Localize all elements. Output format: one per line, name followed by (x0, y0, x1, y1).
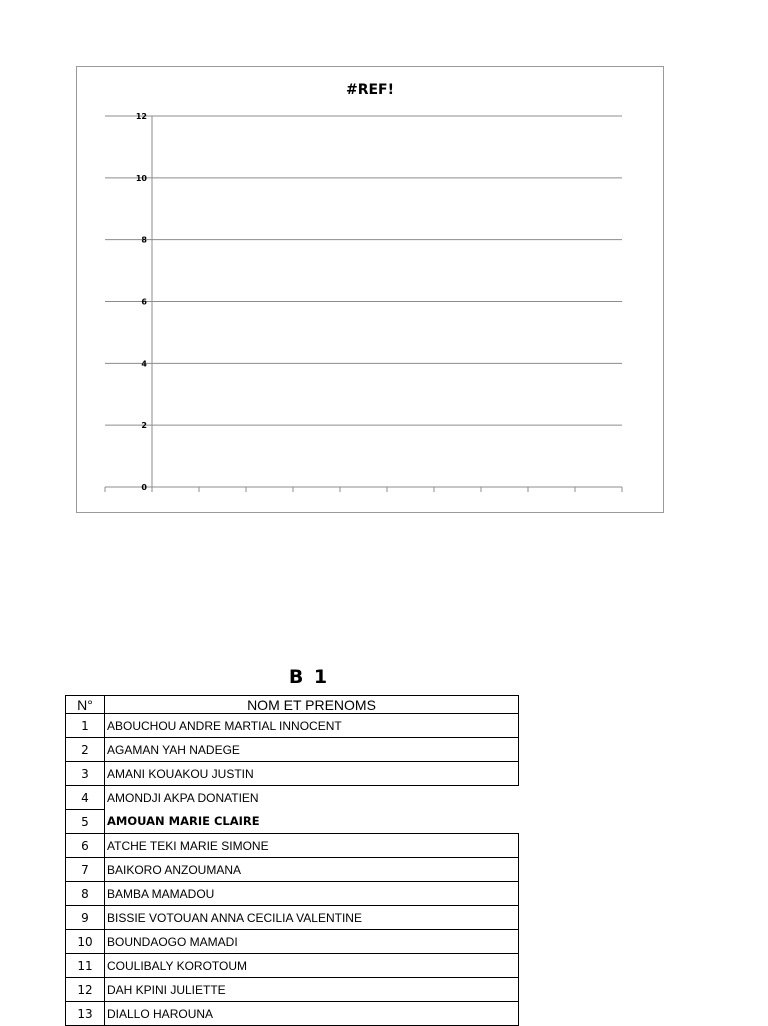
row-number: 12 (66, 978, 105, 1002)
row-number: 5 (66, 810, 105, 834)
row-number: 1 (66, 714, 105, 738)
y-tick-label: 10 (135, 173, 147, 183)
row-name: COULIBALY KOROTOUM (105, 954, 519, 978)
table-row (66, 1002, 519, 1026)
table-row (66, 954, 519, 978)
roster-body (66, 714, 519, 1026)
table-row (66, 882, 519, 906)
chart-plot (77, 67, 665, 514)
row-name: AGAMAN YAH NADEGE (105, 738, 519, 762)
y-tick-label: 6 (141, 297, 147, 307)
row-name: DAH KPINI JULIETTE (105, 978, 519, 1002)
y-tick-label: 4 (141, 359, 147, 369)
row-number: 11 (66, 954, 105, 978)
row-number: 4 (66, 786, 105, 810)
table-row (66, 810, 519, 834)
row-number: 3 (66, 762, 105, 786)
row-name: BOUNDAOGO MAMADI (105, 930, 519, 954)
table-row (66, 906, 519, 930)
table-row (66, 930, 519, 954)
row-number: 6 (66, 834, 105, 858)
chart-area (76, 66, 664, 513)
sheet-title: B 1 (288, 666, 330, 688)
y-tick-label: 0 (141, 483, 147, 492)
row-name: BAMBA MAMADOU (105, 882, 519, 906)
row-number: 8 (66, 882, 105, 906)
row-number: 13 (66, 1002, 105, 1026)
y-tick-label: 8 (141, 235, 147, 245)
table-row (66, 762, 519, 786)
row-name: ATCHE TEKI MARIE SIMONE (105, 834, 519, 858)
chart-title: #REF! (345, 82, 395, 98)
row-name: ABOUCHOU ANDRE MARTIAL INNOCENT (105, 714, 519, 738)
table-row (66, 786, 519, 810)
row-name: AMANI KOUAKOU JUSTIN (105, 762, 519, 786)
table-header-row (66, 696, 519, 714)
row-number: 7 (66, 858, 105, 882)
row-number: 9 (66, 906, 105, 930)
table-row (66, 978, 519, 1002)
table-row (66, 738, 519, 762)
row-name: AMONDJI AKPA DONATIEN (107, 790, 259, 805)
row-name: AMOUAN MARIE CLAIRE (105, 810, 519, 834)
header-number: N° (66, 696, 105, 714)
row-name: DIALLO HAROUNA (105, 1002, 519, 1026)
row-name: BAIKORO ANZOUMANA (105, 858, 519, 882)
row-name: BISSIE VOTOUAN ANNA CECILIA VALENTINE (105, 906, 519, 930)
table-row (66, 858, 519, 882)
y-tick-label: 2 (141, 421, 147, 431)
header-name: NOM ET PRENOMS (105, 696, 519, 714)
table-row (66, 714, 519, 738)
row-number: 2 (66, 738, 105, 762)
y-tick-label: 12 (135, 112, 147, 121)
roster-table (65, 695, 519, 1026)
table-row (66, 834, 519, 858)
row-number: 10 (66, 930, 105, 954)
